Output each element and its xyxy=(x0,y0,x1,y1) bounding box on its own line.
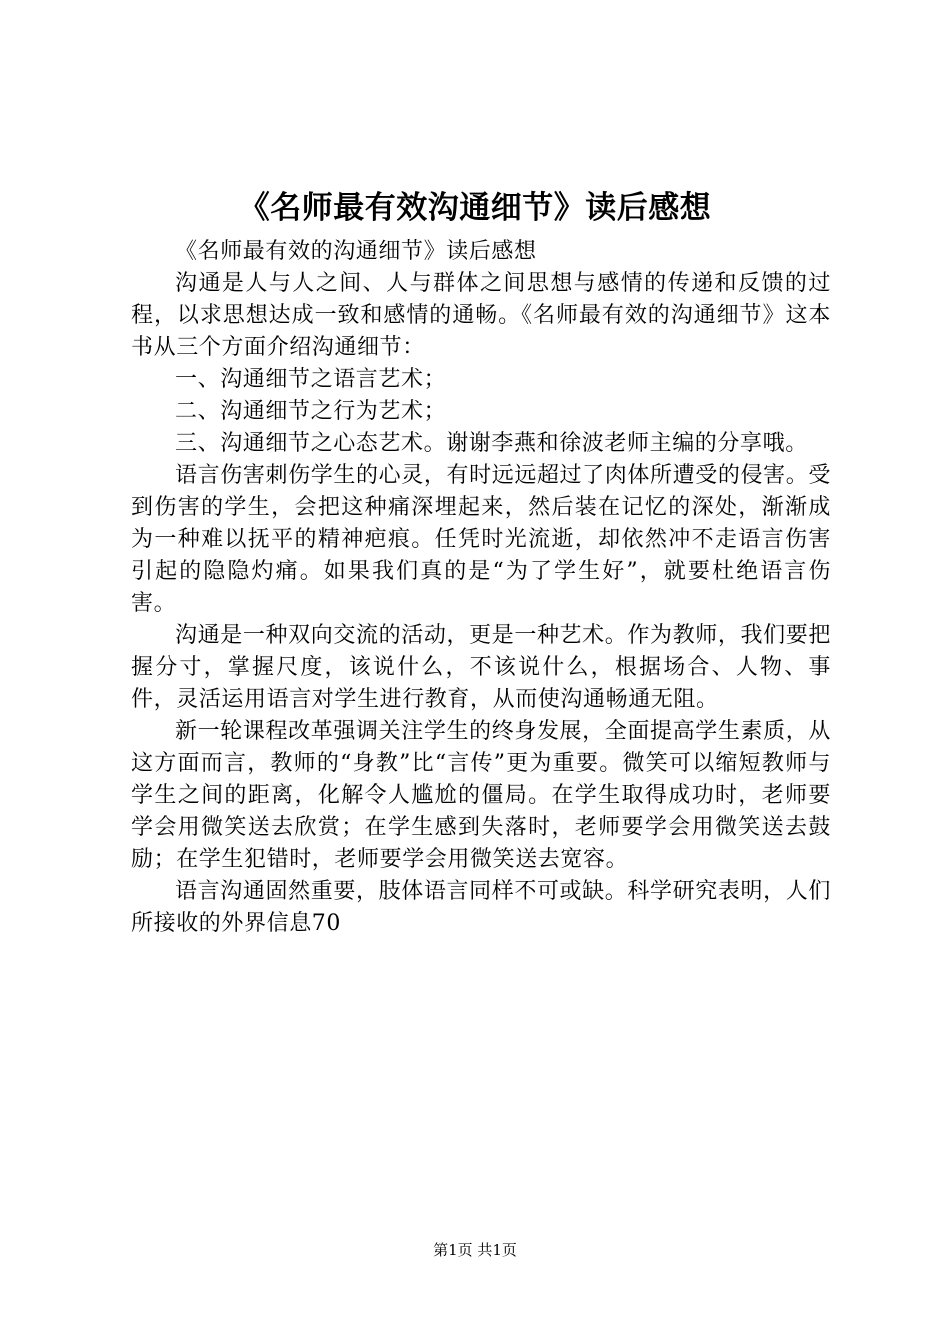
paragraph-point-1: 一、沟通细节之语言艺术； xyxy=(175,367,447,392)
page-number-footer: 第1页 共1页 xyxy=(433,1241,517,1259)
paragraph-point-3: 三、沟通细节之心态艺术。谢谢李燕和徐波老师主编的分享哦。 xyxy=(175,431,808,456)
paragraph-subtitle: 《名师最有效的沟通细节》读后感想 xyxy=(175,239,537,264)
paragraph-intro: 沟通是人与人之间、人与群体之间思想与感情的传递和反馈的过程，以求思想达成一致和感情的通畅。《名师最有效的沟通细节》这本书从三个方面介绍沟通细节： xyxy=(131,271,831,360)
paragraph-smile: 新一轮课程改革强调关注学生的终身发展，全面提高学生素质，从这方面而言，教师的“身教”比“言传”更为重要。微笑可以缩短教师与学生之间的距离，化解令人尴尬的僵局。在学生取得成功时，老师要学会用微笑送去欣赏；在学生感到失落时，老师要学会用微笑送去鼓励；在学生犯错时，老师要学会用微笑送去宽容。 xyxy=(131,719,831,872)
paragraph-two-way-communication: 沟通是一种双向交流的活动，更是一种艺术。作为教师，我们要把握分寸，掌握尺度，该说什么，不该说什么，根据场合、人物、事件，灵活运用语言对学生进行教育，从而使沟通畅通无阻。 xyxy=(131,623,831,712)
paragraph-body-language: 语言沟通固然重要，肢体语言同样不可或缺。科学研究表明，人们所接收的外界信息70 xyxy=(131,879,831,936)
document-title: 《名师最有效沟通细节》读后感想 xyxy=(238,190,712,226)
paragraph-language-harm: 语言伤害刺伤学生的心灵，有时远远超过了肉体所遭受的侵害。受到伤害的学生，会把这种痛深埋起来，然后装在记忆的深处，渐渐成为一种难以抚平的精神疤痕。任凭时光流逝，却依然冲不走语言伤害引起的隐隐灼痛。如果我们真的是“为了学生好”，就要杜绝语言伤害。 xyxy=(131,463,831,616)
paragraph-point-2: 二、沟通细节之行为艺术； xyxy=(175,399,447,424)
document-body xyxy=(131,236,831,940)
